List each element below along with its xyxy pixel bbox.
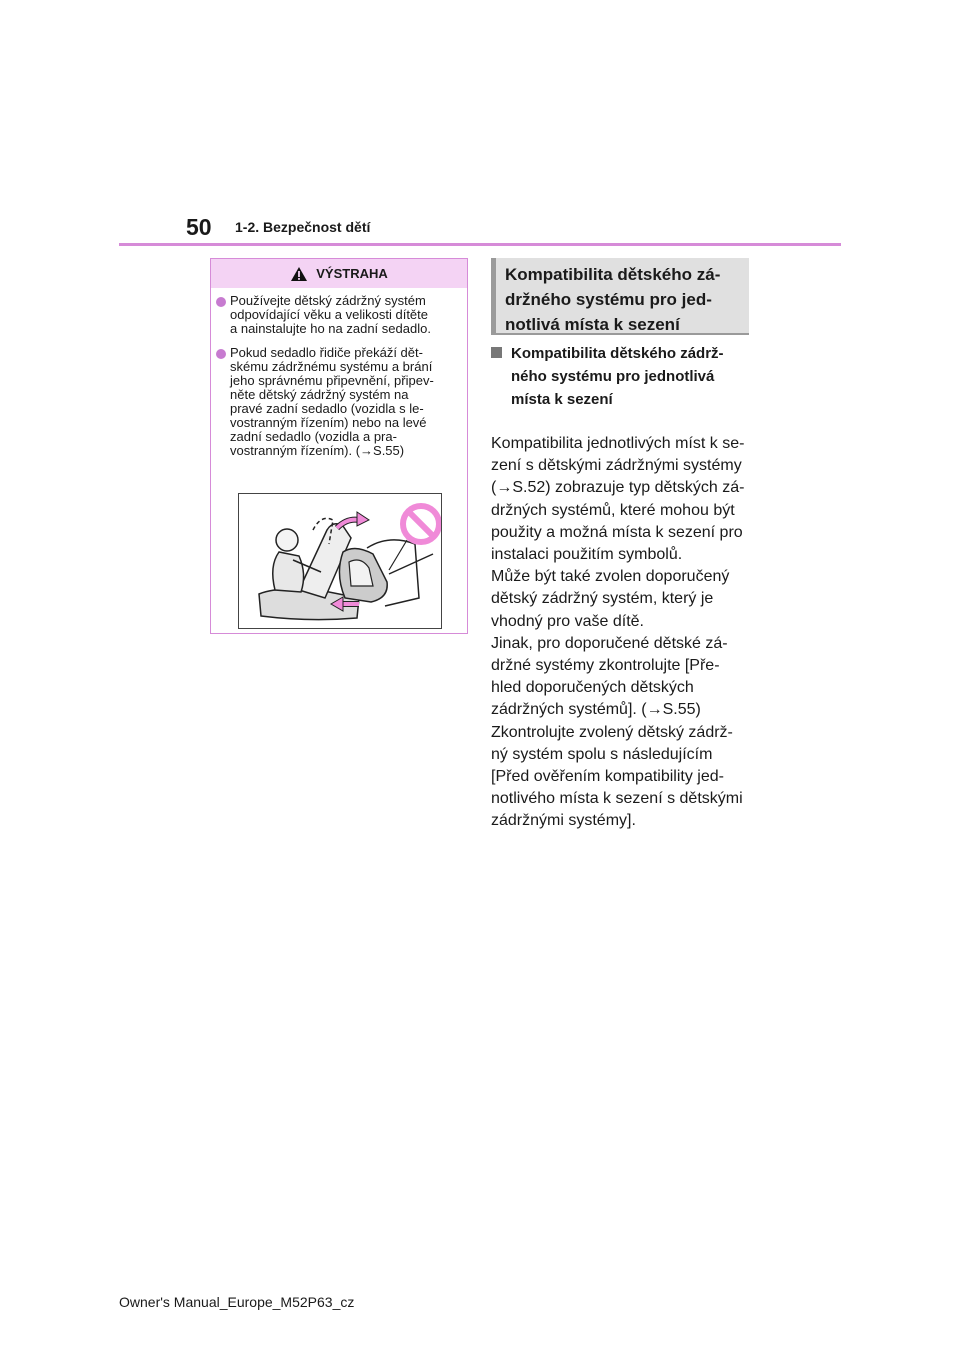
body-line: (→S.52) zobrazuje typ dětských zá- (491, 479, 745, 497)
body-line: vhodný pro vaše dítě. (491, 612, 644, 630)
warning-line: vostranným řízením) nebo na levé (230, 415, 427, 430)
body-line: Zkontrolujte zvolený dětský zádrž- (491, 723, 733, 741)
body-line: použity a možná místa k sezení pro (491, 523, 743, 541)
warning-line: Pokud sedadlo řidiče překáží dět- (230, 345, 423, 360)
body-line: zádržnými systémy]. (491, 812, 636, 830)
warning-line: něte dětský zádržný systém na (230, 387, 409, 402)
heading-line: držného systému pro jed- (505, 290, 712, 309)
body-line: instalaci použitím symbolů. (491, 546, 683, 564)
subheading-line: ného systému pro jednotlivá (511, 368, 715, 385)
illustration-child-seat (238, 493, 442, 629)
warning-triangle-icon (290, 266, 308, 282)
warning-line: pravé zadní sedadlo (vozidla s le- (230, 401, 424, 416)
warning-line: a nainstalujte ho na zadní sedadlo. (230, 321, 431, 336)
body-line: Může být také zvolen doporučený (491, 568, 730, 586)
warning-item (211, 346, 467, 458)
heading-line: notlivá místa k sezení (505, 315, 680, 334)
heading-line: Kompatibilita dětského zá- (505, 265, 721, 284)
section-title: 1-2. Bezpečnost dětí (235, 219, 371, 235)
warning-line: odpovídající věku a velikosti dítěte (230, 307, 429, 322)
warning-title: VÝSTRAHA (316, 266, 388, 281)
body-line: [Před ověřením kompatibility jed- (491, 768, 724, 786)
body-line: notlivého místa k sezení s dětskými (491, 790, 743, 808)
body-line: zádržných systémů]. (→S.55) (491, 701, 701, 719)
warning-line: zadní sedadlo (vozidla a pra- (230, 429, 397, 444)
body-line: dětský zádržný systém, který je (491, 590, 714, 608)
child-seat-illustration-icon (239, 494, 441, 628)
warning-box (210, 258, 468, 634)
body-line: držné systémy zkontrolujte [Pře- (491, 657, 720, 675)
body-line: Kompatibilita jednotlivých míst k se- (491, 435, 745, 452)
body-line: držných systémů, které mohou být (491, 501, 735, 519)
bullet-icon (216, 349, 226, 359)
section-heading (491, 258, 749, 335)
warning-line: jeho správnému připevnění, připev- (230, 373, 434, 388)
subheading (491, 342, 751, 411)
bullet-icon (216, 297, 226, 307)
warning-line: Používejte dětský zádržný systém (230, 293, 426, 308)
warning-line: skému zádržnému systému a brání (230, 359, 433, 374)
square-bullet-icon (491, 347, 502, 358)
warning-line: vostranným řízením). (→S.55) (230, 443, 405, 458)
body-line: zení s dětskými zádržnými systémy (491, 457, 742, 475)
warning-header (211, 259, 467, 288)
page-number: 50 (186, 214, 212, 240)
footer-doc-id: Owner's Manual_Europe_M52P63_cz (119, 1294, 355, 1310)
subheading-line: Kompatibilita dětského zádrž- (511, 345, 724, 362)
body-line: hled doporučených dětských (491, 679, 694, 697)
body-text (491, 433, 751, 833)
body-line: Jinak, pro doporučené dětské zá- (491, 634, 728, 652)
subheading-line: místa k sezení (511, 391, 613, 408)
header-rule (119, 243, 841, 246)
body-line: ný systém spolu s následujícím (491, 745, 713, 763)
warning-item (211, 294, 467, 336)
